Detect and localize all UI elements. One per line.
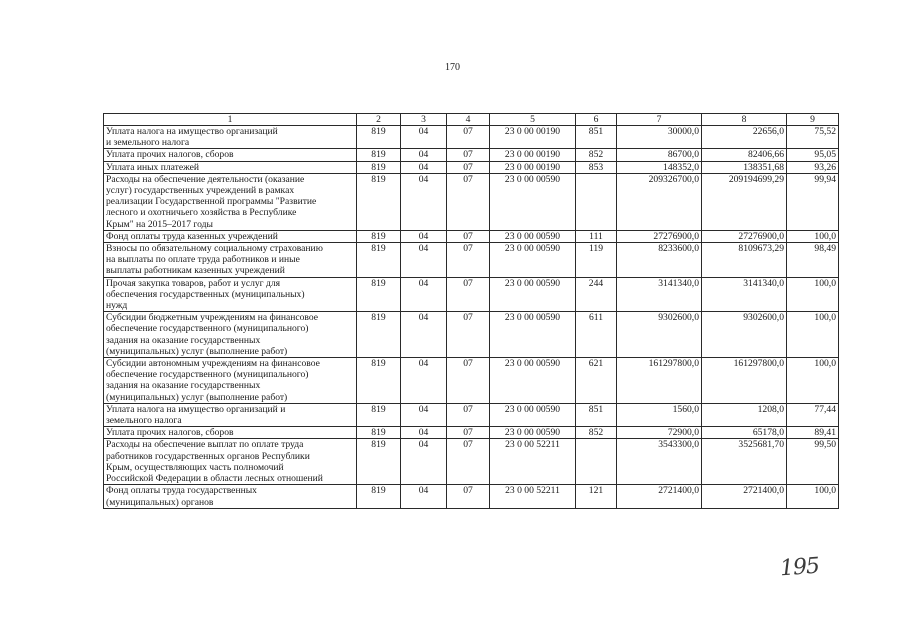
section-code: 04 (401, 126, 447, 149)
table-row (104, 161, 839, 173)
subsection-code: 07 (447, 149, 490, 161)
actual-amount: 1208,0 (702, 403, 787, 426)
expense-type-code: 244 (576, 277, 617, 312)
column-header: 2 (357, 114, 401, 126)
target-article-code: 23 0 00 00590 (490, 312, 576, 358)
expense-type-code: 852 (576, 427, 617, 439)
row-label: Фонд оплаты труда казенных учреждений (104, 230, 357, 242)
row-label: Уплата прочих налогов, сборов (104, 149, 357, 161)
subsection-code: 07 (447, 161, 490, 173)
execution-percent: 99,94 (787, 173, 839, 230)
expense-type-code (576, 439, 617, 485)
column-header: 6 (576, 114, 617, 126)
execution-percent: 100,0 (787, 485, 839, 508)
subsection-code: 07 (447, 403, 490, 426)
expense-type-code: 851 (576, 403, 617, 426)
subsection-code: 07 (447, 230, 490, 242)
section-code: 04 (401, 427, 447, 439)
subsection-code: 07 (447, 243, 490, 278)
planned-amount: 3141340,0 (617, 277, 702, 312)
planned-amount: 30000,0 (617, 126, 702, 149)
column-header: 7 (617, 114, 702, 126)
table-row (104, 312, 839, 358)
target-article-code: 23 0 00 00190 (490, 161, 576, 173)
table-row (104, 126, 839, 149)
column-header: 8 (702, 114, 787, 126)
actual-amount: 138351,68 (702, 161, 787, 173)
table-row (104, 403, 839, 426)
column-header: 4 (447, 114, 490, 126)
page-number: 170 (445, 62, 460, 73)
planned-amount: 72900,0 (617, 427, 702, 439)
row-label: Расходы на обеспечение деятельности (оказание услуг) государственных учреждений в рамках реализации Государственной программы "Развитие лесного и охотничьего хозяйства в Республике Крым" на 2015–2017 годы (104, 173, 357, 230)
table-row (104, 173, 839, 230)
subsection-code: 07 (447, 439, 490, 485)
actual-amount: 82406,66 (702, 149, 787, 161)
actual-amount: 9302600,0 (702, 312, 787, 358)
ministry-code: 819 (357, 439, 401, 485)
execution-percent: 100,0 (787, 230, 839, 242)
actual-amount: 161297800,0 (702, 358, 787, 404)
ministry-code: 819 (357, 243, 401, 278)
subsection-code: 07 (447, 312, 490, 358)
expense-type-code (576, 173, 617, 230)
target-article-code: 23 0 00 00590 (490, 230, 576, 242)
planned-amount: 1560,0 (617, 403, 702, 426)
actual-amount: 3141340,0 (702, 277, 787, 312)
subsection-code: 07 (447, 427, 490, 439)
table-row (104, 149, 839, 161)
table-row (104, 230, 839, 242)
target-article-code: 23 0 00 00590 (490, 277, 576, 312)
planned-amount: 86700,0 (617, 149, 702, 161)
target-article-code: 23 0 00 00590 (490, 173, 576, 230)
planned-amount: 2721400,0 (617, 485, 702, 508)
ministry-code: 819 (357, 126, 401, 149)
execution-percent: 75,52 (787, 126, 839, 149)
execution-percent: 100,0 (787, 312, 839, 358)
execution-percent: 93,26 (787, 161, 839, 173)
expense-type-code: 621 (576, 358, 617, 404)
actual-amount: 65178,0 (702, 427, 787, 439)
row-label: Субсидии автономным учреждениям на финансовое обеспечение государственного (муниципального) задания на оказание государственных (муниципальных) услуг (выполнение работ) (104, 358, 357, 404)
expense-type-code: 121 (576, 485, 617, 508)
subsection-code: 07 (447, 277, 490, 312)
subsection-code: 07 (447, 173, 490, 230)
execution-percent: 100,0 (787, 277, 839, 312)
planned-amount: 148352,0 (617, 161, 702, 173)
ministry-code: 819 (357, 427, 401, 439)
row-label: Субсидии бюджетным учреждениям на финансовое обеспечение государственного (муниципального) задания на оказание государственных (муниципальных) услуг (выполнение работ) (104, 312, 357, 358)
actual-amount: 209194699,29 (702, 173, 787, 230)
row-label: Уплата иных платежей (104, 161, 357, 173)
ministry-code: 819 (357, 230, 401, 242)
target-article-code: 23 0 00 00190 (490, 126, 576, 149)
ministry-code: 819 (357, 403, 401, 426)
ministry-code: 819 (357, 312, 401, 358)
section-code: 04 (401, 485, 447, 508)
actual-amount: 22656,0 (702, 126, 787, 149)
table-row (104, 243, 839, 278)
section-code: 04 (401, 403, 447, 426)
row-label: Уплата налога на имущество организаций и земельного налога (104, 403, 357, 426)
ministry-code: 819 (357, 277, 401, 312)
subsection-code: 07 (447, 358, 490, 404)
table-row (104, 485, 839, 508)
header-row (104, 114, 839, 126)
row-label: Уплата прочих налогов, сборов (104, 427, 357, 439)
target-article-code: 23 0 00 00190 (490, 149, 576, 161)
execution-percent: 100,0 (787, 358, 839, 404)
execution-percent: 98,49 (787, 243, 839, 278)
subsection-code: 07 (447, 485, 490, 508)
section-code: 04 (401, 161, 447, 173)
execution-percent: 99,50 (787, 439, 839, 485)
execution-percent: 77,44 (787, 403, 839, 426)
ministry-code: 819 (357, 358, 401, 404)
row-label: Взносы по обязательному социальному страхованию на выплаты по оплате труда работников и иные выплаты работникам казенных учреждений (104, 243, 357, 278)
planned-amount: 9302600,0 (617, 312, 702, 358)
actual-amount: 27276900,0 (702, 230, 787, 242)
target-article-code: 23 0 00 00590 (490, 427, 576, 439)
handwritten-page-number: 195 (779, 553, 820, 582)
expense-type-code: 853 (576, 161, 617, 173)
section-code: 04 (401, 358, 447, 404)
target-article-code: 23 0 00 52211 (490, 439, 576, 485)
table-row (104, 427, 839, 439)
actual-amount: 8109673,29 (702, 243, 787, 278)
planned-amount: 3543300,0 (617, 439, 702, 485)
section-code: 04 (401, 277, 447, 312)
ministry-code: 819 (357, 161, 401, 173)
target-article-code: 23 0 00 00590 (490, 243, 576, 278)
column-header: 5 (490, 114, 576, 126)
target-article-code: 23 0 00 00590 (490, 358, 576, 404)
actual-amount: 2721400,0 (702, 485, 787, 508)
expense-type-code: 852 (576, 149, 617, 161)
row-label: Расходы на обеспечение выплат по оплате труда работников государственных органов Республики Крым, осуществляющих часть полномочий Российской Федерации в области лесных отношений (104, 439, 357, 485)
target-article-code: 23 0 00 00590 (490, 403, 576, 426)
target-article-code: 23 0 00 52211 (490, 485, 576, 508)
actual-amount: 3525681,70 (702, 439, 787, 485)
section-code: 04 (401, 230, 447, 242)
budget-table (103, 113, 839, 509)
section-code: 04 (401, 243, 447, 278)
planned-amount: 209326700,0 (617, 173, 702, 230)
expense-type-code: 851 (576, 126, 617, 149)
expense-type-code: 119 (576, 243, 617, 278)
section-code: 04 (401, 173, 447, 230)
ministry-code: 819 (357, 149, 401, 161)
row-label: Прочая закупка товаров, работ и услуг для обеспечения государственных (муниципальных) нужд (104, 277, 357, 312)
column-header: 1 (104, 114, 357, 126)
ministry-code: 819 (357, 173, 401, 230)
expense-type-code: 111 (576, 230, 617, 242)
execution-percent: 89,41 (787, 427, 839, 439)
section-code: 04 (401, 312, 447, 358)
planned-amount: 27276900,0 (617, 230, 702, 242)
execution-percent: 95,05 (787, 149, 839, 161)
row-label: Уплата налога на имущество организаций и земельного налога (104, 126, 357, 149)
expense-type-code: 611 (576, 312, 617, 358)
row-label: Фонд оплаты труда государственных (муниципальных) органов (104, 485, 357, 508)
ministry-code: 819 (357, 485, 401, 508)
section-code: 04 (401, 149, 447, 161)
planned-amount: 8233600,0 (617, 243, 702, 278)
column-header: 3 (401, 114, 447, 126)
subsection-code: 07 (447, 126, 490, 149)
planned-amount: 161297800,0 (617, 358, 702, 404)
table-row (104, 277, 839, 312)
section-code: 04 (401, 439, 447, 485)
table-row (104, 358, 839, 404)
column-header: 9 (787, 114, 839, 126)
table-body (104, 126, 839, 509)
table-row (104, 439, 839, 485)
